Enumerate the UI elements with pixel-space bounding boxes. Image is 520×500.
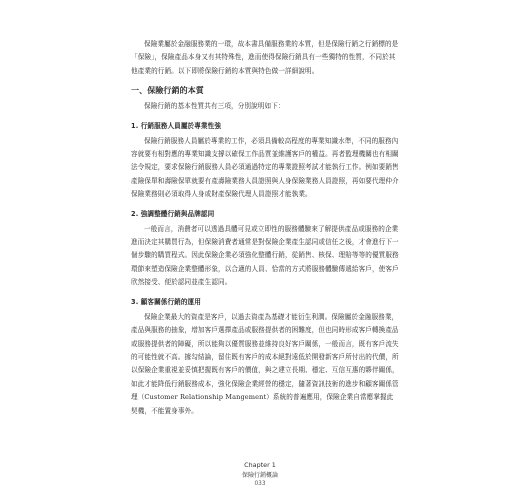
subsection-body-3: 保險企業最大的資產是客戶，以過去資產為基礎才能衍生利潤。保險屬於金融服務業，產品與服務的抽象，增加客戶選擇產品或服務提供者的困難度，但也同時形成客戶轉換產品或服務提供者的障礙，所以能夠以優質服務並維持良好客戶關係，一般而言，既有客戶流失的可能性就不高。據勾結論，留住既有客戶的成本絕對遠低於開發新客戶所付出的代價，所以保險企業重視並妥慎把握既有客戶的價值，與之建立長期、穩定、互信互惠的夥伴關係，如此才能降低行銷服務成本，強化保險企業經營的穩定，隨著資訊技術的進步和顧客關係管理（Customer Relationship Mangement）系統的普遍應用，保險企業自當應掌握此契機，不能置身事外。 bbox=[131, 312, 399, 415]
page-number: 033 bbox=[254, 481, 266, 487]
subsection-body-2: 一般而言，消費者可以透過具體可見或立即性的服務體驗來了解提供產品或服務的企業進而決定其購買行為，但保險消費者通常是對保險企業產生認同或信任之後，才會進行下一個步驟的購買程式。因此保險企業必須強化整體行銷，從銷售、核保、理賠等等的優質服務環節來塑造保險企業整體形象，以合適的人員、恰當的方式將服務體驗傳遞給客戶，使客戶欣然接受、便於認同並產生認同。 bbox=[131, 224, 399, 287]
section-intro: 保險行銷的基本性質共有三項，分別說明如下： bbox=[144, 102, 285, 111]
chapter-title: 保險行銷概論 bbox=[241, 471, 278, 479]
intro-paragraph: 保險業屬於金融服務業的一環，故本書具備服務業的本質，但是保險行銷之行銷標的是「保險」，保險產品本身又有其特殊性，進而使得保險行銷具有一些獨特的性質，不同於其他產業的行銷。以下即將保險行銷的本質與特色做一詳細說明。 bbox=[131, 40, 399, 75]
page-footer bbox=[0, 461, 520, 490]
subsection-heading-3: 3. 顧客關係行銷的運用 bbox=[131, 297, 201, 306]
section-heading: 一、保險行銷的本質 bbox=[131, 86, 204, 96]
subsection-heading-2: 2. 強調整體行銷與品牌認同 bbox=[131, 209, 215, 218]
page-content bbox=[131, 38, 399, 418]
subsection-heading-1: 1. 行銷服務人員屬於專業性強 bbox=[131, 121, 222, 130]
chapter-label: Chapter 1 bbox=[244, 461, 276, 469]
subsection-body-1: 保險行銷服務人員屬於專業的工作，必須具備較高程度的專業知識水準，不同的服務內容就要有相對應的專業知識支撐以確保工作品質並維護客戶的權益。再者監理機關也有相關法令規定，要求保險行銷服務人員必須通過特定的專業證照考試才能執行工作。例如要銷售產險保單和壽險保單就要有產壽險業務人員證照與人身保險業務人員證照，再如要代理仲介保險業務則必須取得人身或財產保險代理人員證照才能執業。 bbox=[131, 136, 399, 199]
